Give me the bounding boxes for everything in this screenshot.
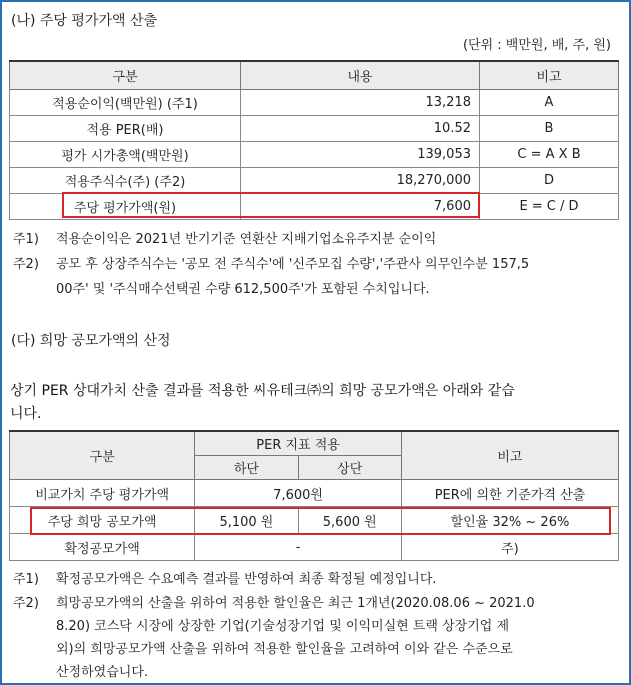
row-label: 적용 PER(배) xyxy=(10,116,241,142)
intro-line: 상기 PER 상대가치 산출 결과를 적용한 씨유테크㈜의 희망 공모가액은 아래와 같습 xyxy=(10,383,515,399)
row-merged-value: 7,600원 xyxy=(195,480,402,507)
row-value: 13,218 xyxy=(241,90,480,116)
note-text: 외)의 희망공모가액 산출을 위하여 적용한 할인율을 고려하여 이와 같은 수준으로 xyxy=(56,642,513,657)
intro-line: 니다. xyxy=(10,406,42,422)
row-high-value: 5,600 원 xyxy=(298,507,401,534)
offering-price-table xyxy=(9,430,619,561)
row-merged-value: - xyxy=(195,534,402,561)
note-text: 확정공모가액은 수요예측 결과를 반영하여 최종 확정될 예정입니다. xyxy=(56,572,437,587)
note-text: 00주' 및 '주식매수선택권 수량 612,500주'가 포함된 수치입니다. xyxy=(56,282,430,297)
header-per-group: PER 지표 적용 xyxy=(195,431,402,456)
header-note: 비고 xyxy=(401,431,618,480)
row-value: 7,600 xyxy=(241,194,480,220)
table-header-row xyxy=(10,61,619,90)
highlight-box-per-share-value xyxy=(62,192,480,218)
note-text: 희망공모가액의 산출을 위하여 적용한 할인율은 최근 1개년(2020.08.06 ~ 2021.0 xyxy=(56,596,535,611)
header-category: 구분 xyxy=(10,431,195,480)
row-note: PER에 의한 기준가격 산출 xyxy=(401,480,618,507)
header-note: 비고 xyxy=(480,61,619,90)
row-label: 비교가치 주당 평가가액 xyxy=(10,480,195,507)
row-note: B xyxy=(480,116,619,142)
row-note: D xyxy=(480,168,619,194)
note-b1 xyxy=(13,567,623,592)
row-label: 적용주식수(주) (주2) xyxy=(10,168,241,194)
table-row xyxy=(10,480,619,507)
row-low-value: 5,100 원 xyxy=(195,507,298,534)
row-label: 주당 평가가액(원) xyxy=(10,194,241,220)
table-row xyxy=(10,534,619,561)
row-note: 주) xyxy=(401,534,618,561)
section-b-title: (다) 희망 공모가액의 산정 xyxy=(11,333,171,349)
row-value: 139,053 xyxy=(241,142,480,168)
note-tag: 주2) xyxy=(13,596,39,611)
row-note: C = A X B xyxy=(480,142,619,168)
note-1 xyxy=(13,227,623,252)
table-header-row xyxy=(10,431,619,456)
row-note: E = C / D xyxy=(480,194,619,220)
header-content: 내용 xyxy=(241,61,480,90)
row-value: 18,270,000 xyxy=(241,168,480,194)
note-tag: 주1) xyxy=(13,232,39,247)
row-note: A xyxy=(480,90,619,116)
row-value: 10.52 xyxy=(241,116,480,142)
note-tag: 주2) xyxy=(13,257,39,272)
row-label: 평가 시가총액(백만원) xyxy=(10,142,241,168)
note-2 xyxy=(13,252,623,302)
note-text: 산정하였습니다. xyxy=(56,665,149,680)
header-low: 하단 xyxy=(195,456,298,480)
note-tag: 주1) xyxy=(13,572,39,587)
note-text: 8.20) 코스닥 시장에 상장한 기업(기술성장기업 및 이익미실현 트랙 상장기업 제 xyxy=(56,619,510,634)
note-text: 공모 후 상장주식수는 '공모 전 주식수'에 '신주모집 수량','주관사 의무인수분 157,5 xyxy=(56,257,530,272)
table-row xyxy=(10,142,619,168)
row-label: 확정공모가액 xyxy=(10,534,195,561)
table-row xyxy=(10,90,619,116)
header-category: 구분 xyxy=(10,61,241,90)
row-label: 적용순이익(백만원) (주1) xyxy=(10,90,241,116)
header-high: 상단 xyxy=(298,456,401,480)
intro-paragraph xyxy=(10,380,515,426)
highlight-box-offering-price xyxy=(30,507,611,535)
unit-label: (단위 : 백만원, 배, 주, 원) xyxy=(462,38,611,53)
table-row xyxy=(10,116,619,142)
note-b2 xyxy=(13,592,623,684)
section-a-title: (나) 주당 평가가액 산출 xyxy=(11,13,157,29)
note-text: 적용순이익은 2021년 반기기준 연환산 지배기업소유주지분 순이익 xyxy=(56,232,437,247)
row-label: 주당 희망 공모가액 xyxy=(10,507,195,534)
table-row xyxy=(10,168,619,194)
row-note: 할인율 32% ~ 26% xyxy=(401,507,618,534)
